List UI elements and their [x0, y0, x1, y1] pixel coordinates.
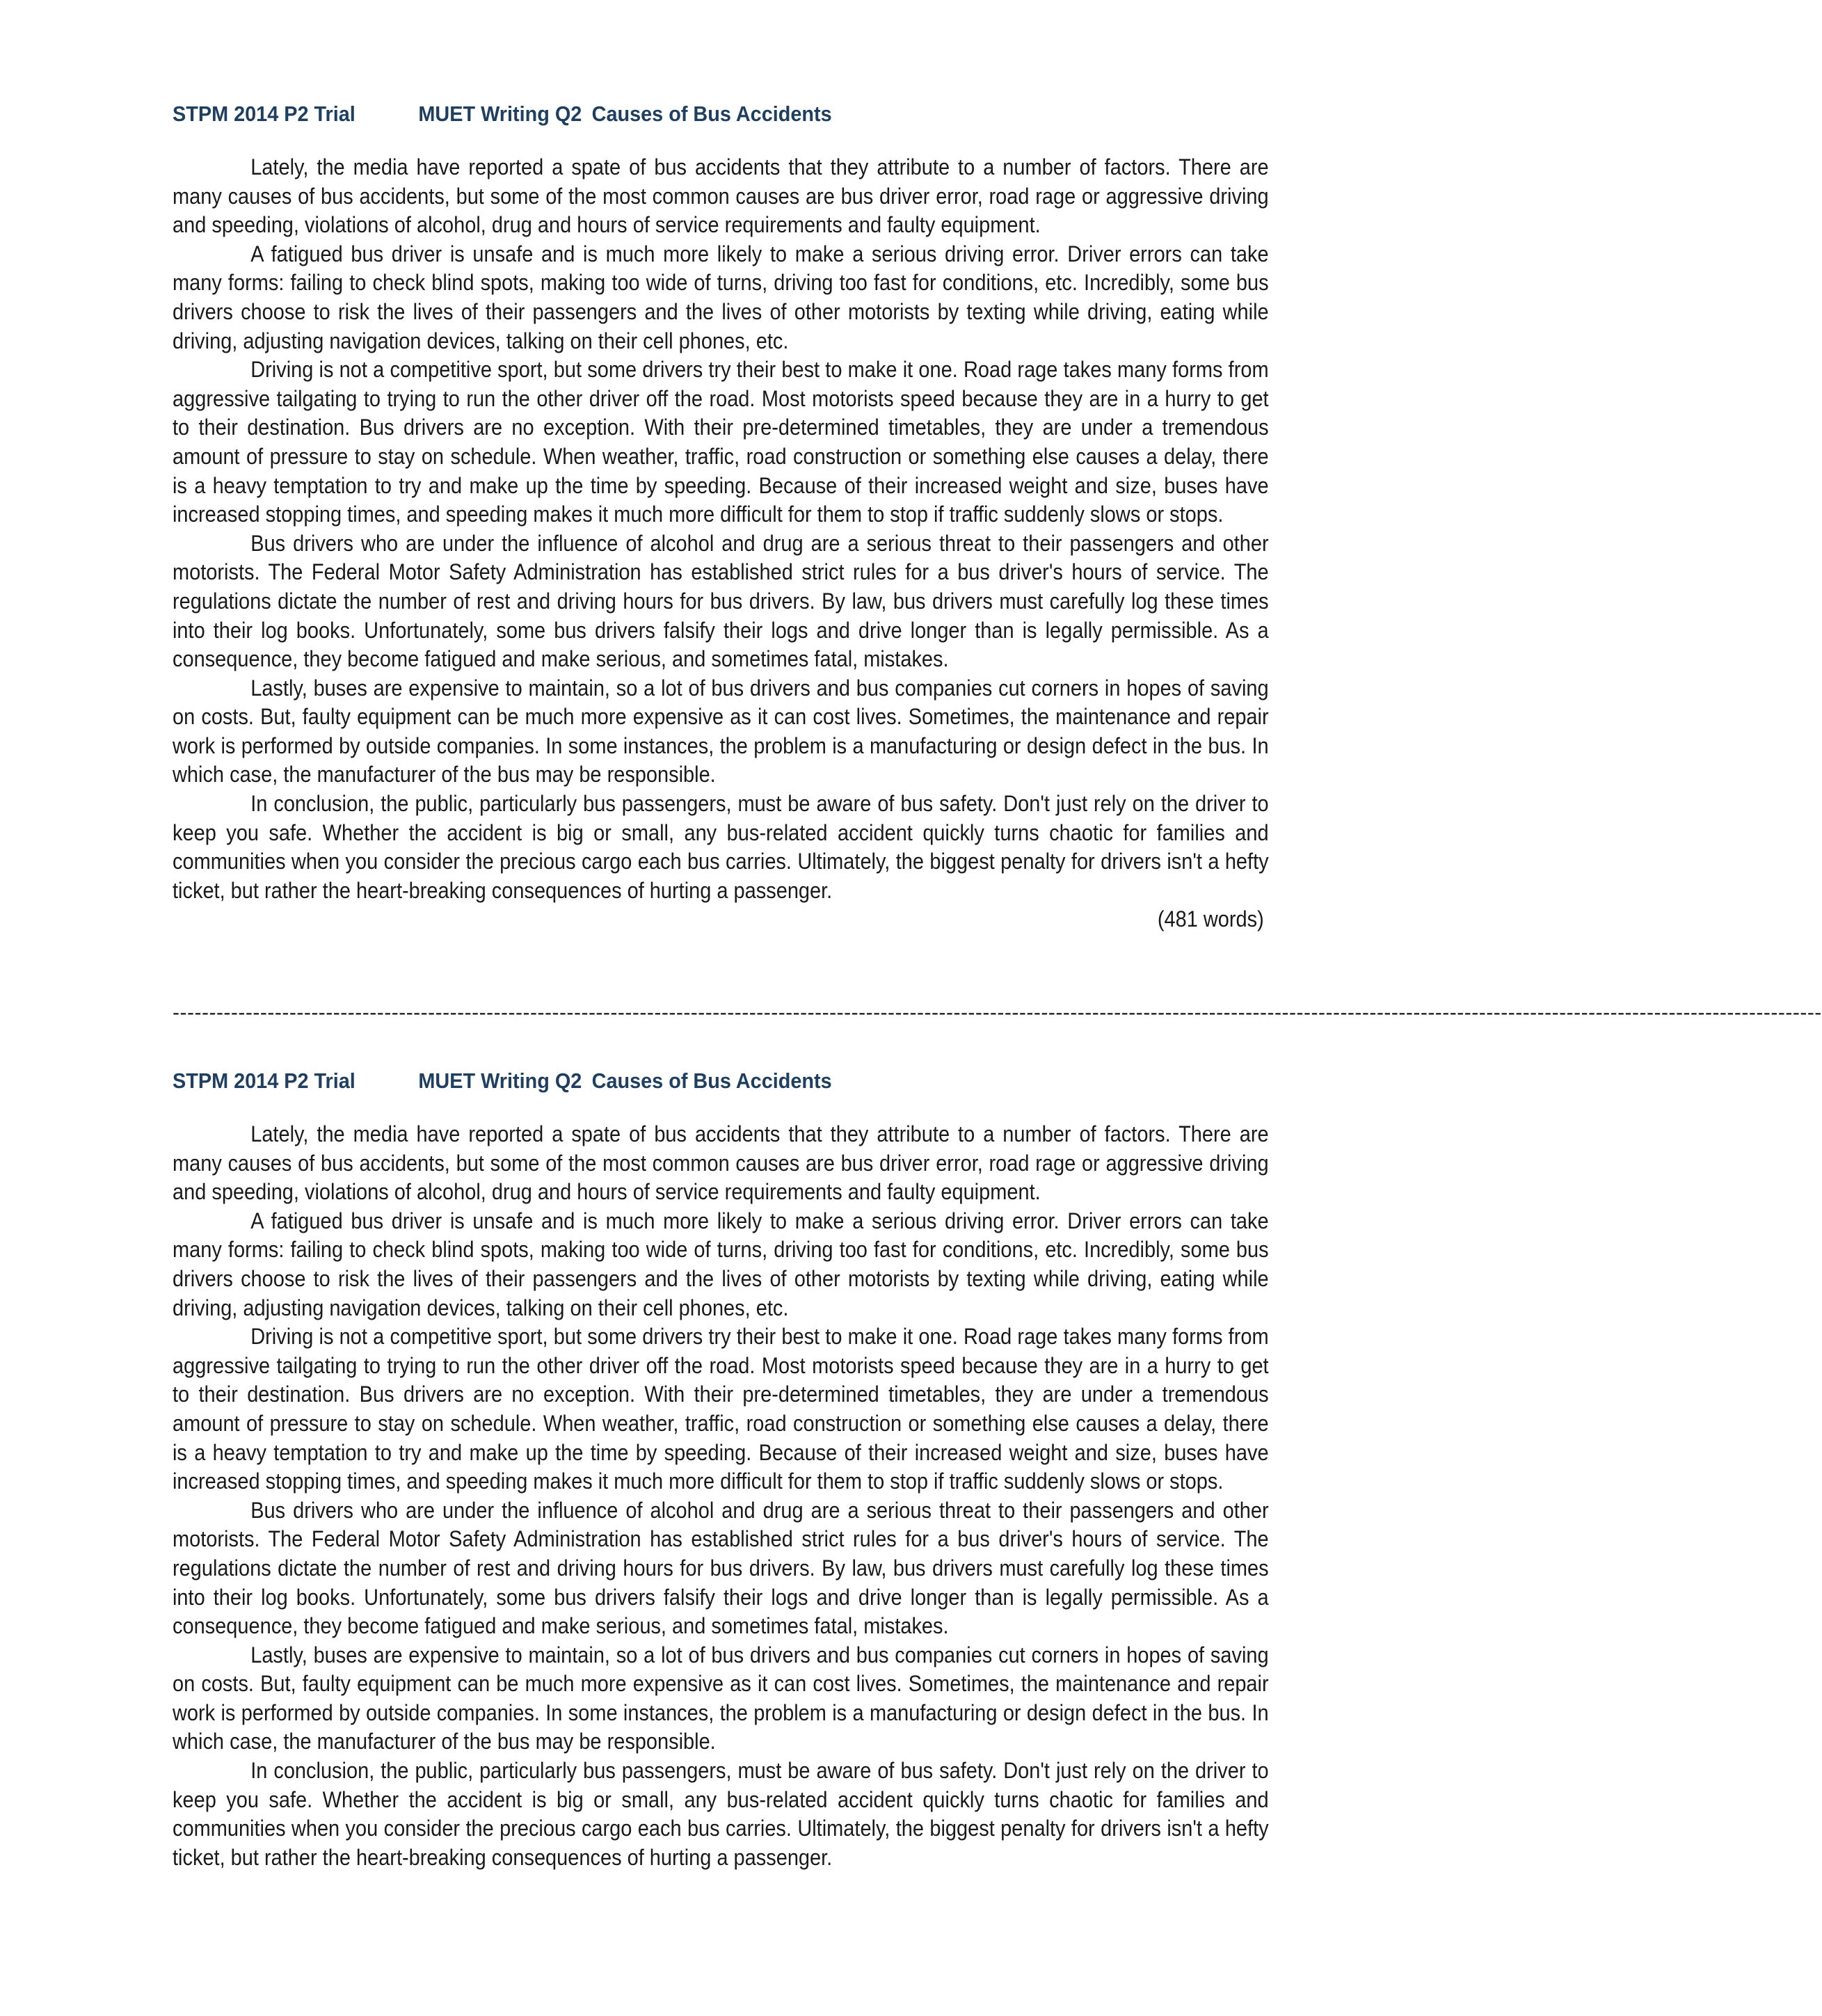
essay-paragraph: Bus drivers who are under the influence of alcohol and drug are a serious threat to their passengers and other motorists. The Federal Motor Safety Administration has established strict rules for a bus driver's hours of service. The regulations dictate the number of rest and driving hours for bus drivers. By law, bus drivers must carefully log these times into their log books. Unfortunately, some bus drivers falsify their logs and drive longer than is legally permissible. As a consequence, they become fatigued and make serious, and sometimes fatal, mistakes. — [173, 530, 1269, 672]
topic-title: Causes of Bus Accidents — [591, 1069, 832, 1093]
essay-paragraph: A fatigued bus driver is unsafe and is much more likely to make a serious driving error. Driver errors can take many forms: failing to check blind spots, making too wide of turns, driving too fast for conditions, etc. Incredibly, some bus drivers choose to risk the lives of their passengers and the lives of other motorists by texting while driving, eating while driving, adjusting navigation devices, talking on their cell phones, etc. — [173, 1208, 1269, 1320]
topic-title: Causes of Bus Accidents — [591, 102, 832, 126]
essay-paragraph: A fatigued bus driver is unsafe and is much more likely to make a serious driving error. Driver errors can take many forms: failing to check blind spots, making too wide of turns, driving too fast for conditions, etc. Incredibly, some bus drivers choose to risk the lives of their passengers and the lives of other motorists by texting while driving, eating while driving, adjusting navigation devices, talking on their cell phones, etc. — [173, 241, 1269, 353]
word-count: (481 words) — [1157, 906, 1264, 932]
essay-paragraph: Driving is not a competitive sport, but some drivers try their best to make it one. Road rage takes many forms from aggressive tailgating to trying to run the other driver off the road. Most motorists speed because they are in a hurry to get to their destination. Bus drivers are no exception. With their pre-determined timetables, they are under a tremendous amount of pressure to stay on schedule. When weather, traffic, road construction or something else causes a delay, there is a heavy temptation to try and make up the time by speeding. Because of their increased weight and size, buses have increased stopping times, and speeding makes it much more difficult for them to stop if traffic suddenly slows or stops. — [173, 357, 1269, 527]
essay-paragraph: Lastly, buses are expensive to maintain, so a lot of bus drivers and bus companies cut corners in hopes of saving on costs. But, faulty equipment can be much more expensive as it can cost lives. Sometimes, the maintenance and repair work is performed by outside companies. In some instances, the problem is a manufacturing or design defect in the bus. In which case, the manufacturer of the bus may be responsible. — [173, 675, 1269, 787]
paper-label: STPM 2014 P2 Trial — [173, 1069, 355, 1093]
essay-paragraph: Lately, the media have reported a spate of bus accidents that they attribute to a number of factors. There are many causes of bus accidents, but some of the most common causes are bus driver error, road rage or aggressive driving and speeding, violations of alcohol, drug and hours of service requirements and faulty equipment. — [173, 154, 1269, 238]
essay-copy-2 — [173, 1063, 1269, 1872]
essay-header — [173, 1063, 1192, 1099]
essay-paragraph: In conclusion, the public, particularly bus passengers, must be aware of bus safety. Don't just rely on the driver to keep you safe. Whether the accident is big or small, any bus-related accident quickly turns chaotic for families and communities when you consider the precious cargo each bus carries. Ultimately, the biggest penalty for drivers isn't a hefty ticket, but rather the heart-breaking consequences of hurting a passenger. — [173, 791, 1269, 903]
essay-paragraph: Lately, the media have reported a spate of bus accidents that they attribute to a number of factors. There are many causes of bus accidents, but some of the most common causes are bus driver error, road rage or aggressive driving and speeding, violations of alcohol, drug and hours of service requirements and faulty equipment. — [173, 1121, 1269, 1205]
essay-copy-1 — [173, 96, 1269, 934]
essay-paragraph: Bus drivers who are under the influence of alcohol and drug are a serious threat to their passengers and other motorists. The Federal Motor Safety Administration has established strict rules for a bus driver's hours of service. The regulations dictate the number of rest and driving hours for bus drivers. By law, bus drivers must carefully log these times into their log books. Unfortunately, some bus drivers falsify their logs and drive longer than is legally permissible. As a consequence, they become fatigued and make serious, and sometimes fatal, mistakes. — [173, 1497, 1269, 1639]
essay-paragraph: Lastly, buses are expensive to maintain, so a lot of bus drivers and bus companies cut corners in hopes of saving on costs. But, faulty equipment can be much more expensive as it can cost lives. Sometimes, the maintenance and repair work is performed by outside companies. In some instances, the problem is a manufacturing or design defect in the bus. In which case, the manufacturer of the bus may be responsible. — [173, 1642, 1269, 1754]
essay-header — [173, 96, 1192, 132]
essay-paragraph: In conclusion, the public, particularly bus passengers, must be aware of bus safety. Don't just rely on the driver to keep you safe. Whether the accident is big or small, any bus-related accident quickly turns chaotic for families and communities when you consider the precious cargo each bus carries. Ultimately, the biggest penalty for drivers isn't a hefty ticket, but rather the heart-breaking consequences of hurting a passenger. — [173, 1758, 1269, 1870]
dashed-divider: ---------------------------------------------------------------------------------------------------------------------------------------------------------------------------------------------------------------------------------- — [173, 1001, 1822, 1024]
essay-paragraph: Driving is not a competitive sport, but some drivers try their best to make it one. Road rage takes many forms from aggressive tailgating to trying to run the other driver off the road. Most motorists speed because they are in a hurry to get to their destination. Bus drivers are no exception. With their pre-determined timetables, they are under a tremendous amount of pressure to stay on schedule. When weather, traffic, road construction or something else causes a delay, there is a heavy temptation to try and make up the time by speeding. Because of their increased weight and size, buses have increased stopping times, and speeding makes it much more difficult for them to stop if traffic suddenly slows or stops. — [173, 1324, 1269, 1494]
section-label: MUET Writing Q2 — [418, 1069, 582, 1093]
section-label: MUET Writing Q2 — [418, 102, 582, 126]
paper-label: STPM 2014 P2 Trial — [173, 102, 355, 126]
